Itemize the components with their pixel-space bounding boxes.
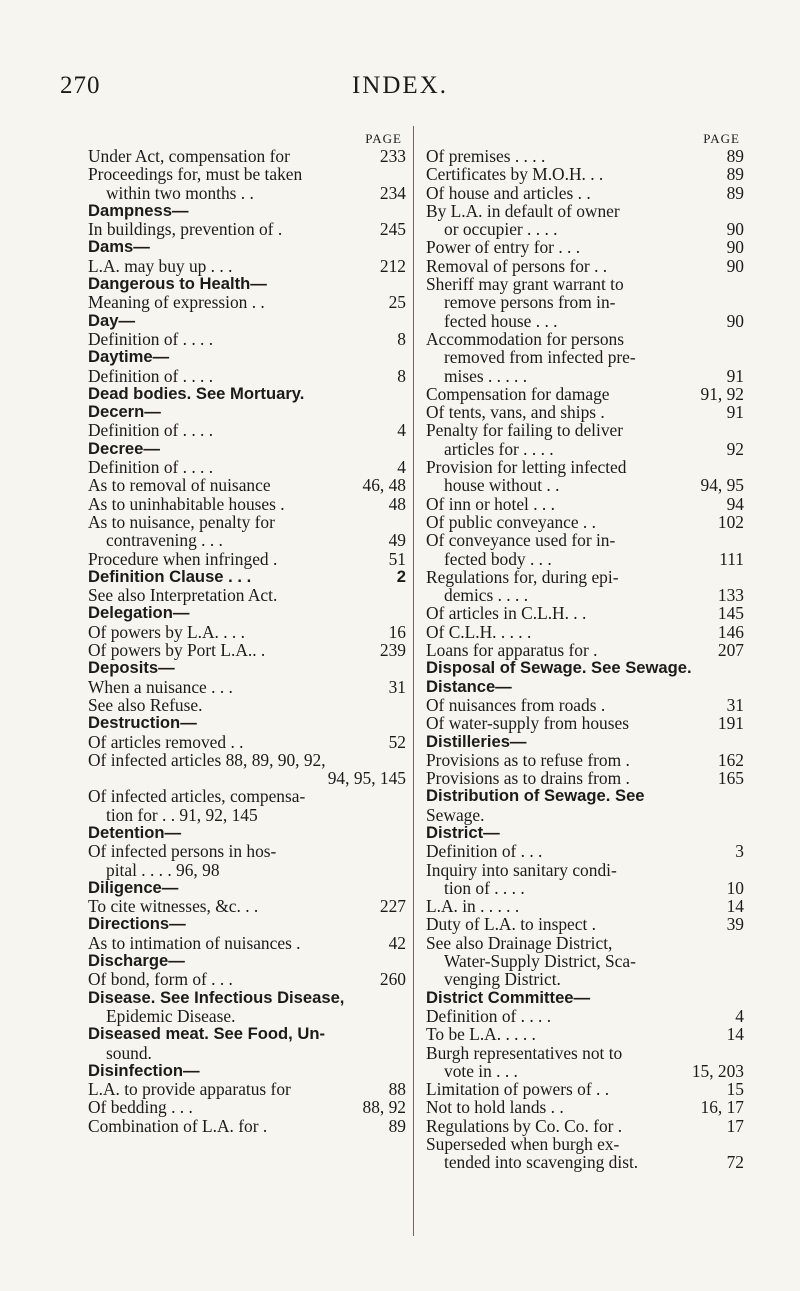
index-entry bbox=[88, 861, 406, 879]
index-heading bbox=[88, 604, 406, 622]
index-entry bbox=[426, 751, 744, 769]
entry-text: Definition Clause . . . bbox=[88, 566, 252, 586]
index-entry bbox=[88, 184, 406, 202]
index-entry bbox=[426, 513, 744, 531]
entry-page: 52 bbox=[388, 731, 406, 752]
entry-page: 39 bbox=[726, 914, 744, 935]
entry-page: 111 bbox=[719, 548, 744, 569]
index-entry bbox=[88, 1080, 406, 1098]
index-entry bbox=[426, 531, 744, 549]
index-entry bbox=[426, 568, 744, 586]
entry-text: Of infected articles 88, 89, 90, 92, bbox=[88, 749, 326, 770]
entry-text: Destruction— bbox=[88, 713, 197, 733]
entry-text: removed from infected pre- bbox=[444, 347, 636, 368]
entry-text: Definition of . . . . bbox=[426, 1005, 552, 1026]
index-entry bbox=[426, 970, 744, 988]
index-entry bbox=[88, 641, 406, 659]
index-entry bbox=[88, 220, 406, 238]
entry-text: Of infected articles, compensa- bbox=[88, 786, 306, 807]
index-entry bbox=[88, 513, 406, 531]
index-heading bbox=[88, 385, 406, 403]
index-entry bbox=[426, 184, 744, 202]
entry-page: 8 bbox=[397, 328, 406, 349]
entry-text: See also Refuse. bbox=[88, 694, 203, 715]
entry-text: Of nuisances from roads . bbox=[426, 694, 606, 715]
index-heading bbox=[426, 659, 744, 677]
index-entry bbox=[426, 440, 744, 458]
entry-text: Delegation— bbox=[88, 603, 190, 623]
entry-text: Distribution of Sewage. See bbox=[426, 786, 645, 806]
index-entry bbox=[426, 915, 744, 933]
entry-text: District Committee— bbox=[426, 987, 591, 1007]
entry-text: Disinfection— bbox=[88, 1060, 200, 1080]
entry-text: Disease. See Infectious Disease, bbox=[88, 987, 345, 1007]
entry-page: 31 bbox=[726, 694, 744, 715]
entry-page: 91, 92 bbox=[700, 383, 744, 404]
entry-text: Definition of . . . . bbox=[88, 420, 214, 441]
index-entry bbox=[426, 1044, 744, 1062]
entry-text: Of articles removed . . bbox=[88, 731, 244, 752]
entry-text: Of powers by Port L.A.. . bbox=[88, 640, 266, 661]
entry-page: 146 bbox=[717, 621, 744, 642]
index-entry bbox=[88, 495, 406, 513]
index-entry bbox=[88, 623, 406, 641]
entry-text: venging District. bbox=[444, 969, 561, 990]
index-entry bbox=[88, 970, 406, 988]
entry-text: Duty of L.A. to inspect . bbox=[426, 914, 597, 935]
page-title: INDEX. bbox=[351, 72, 448, 99]
entry-text: Decree— bbox=[88, 438, 160, 458]
entry-page: 90 bbox=[726, 255, 744, 276]
page-header bbox=[0, 72, 800, 112]
index-entry bbox=[426, 623, 744, 641]
entry-text: Dead bodies. See Mortuary. bbox=[88, 383, 305, 403]
index-heading bbox=[88, 312, 406, 330]
index-entry bbox=[426, 952, 744, 970]
index-entry bbox=[426, 330, 744, 348]
index-heading bbox=[88, 568, 406, 586]
entry-text: Meaning of expression . . bbox=[88, 292, 265, 313]
entry-page: 94 bbox=[726, 493, 744, 514]
entry-text: Compensation for damage bbox=[426, 383, 610, 404]
entry-text: Provisions as to drains from . bbox=[426, 768, 630, 789]
entry-text: Of bond, form of . . . bbox=[88, 969, 233, 990]
entry-text: tended into scavenging dist. bbox=[444, 1152, 639, 1173]
index-heading bbox=[88, 915, 406, 933]
index-entry bbox=[426, 238, 744, 256]
entry-page: 89 bbox=[726, 182, 744, 203]
entry-text: Definition of . . . . bbox=[88, 457, 214, 478]
entry-page: 191 bbox=[717, 713, 744, 734]
index-entry bbox=[426, 897, 744, 915]
index-entry bbox=[426, 220, 744, 238]
entry-text: articles for . . . . bbox=[444, 438, 554, 459]
entry-text: within two months . . bbox=[106, 182, 254, 203]
entry-text: Discharge— bbox=[88, 951, 185, 971]
entry-text: Of water-supply from houses bbox=[426, 713, 629, 734]
entry-page: 227 bbox=[379, 896, 406, 917]
entry-text: Provisions as to refuse from . bbox=[426, 749, 630, 770]
index-entry bbox=[426, 165, 744, 183]
entry-page: 14 bbox=[726, 896, 744, 917]
entry-text: fected house . . . bbox=[444, 310, 558, 331]
entry-text: As to uninhabitable houses . bbox=[88, 493, 285, 514]
entry-page: 94, 95, 145 bbox=[327, 768, 406, 789]
index-heading bbox=[426, 824, 744, 842]
entry-text: Detention— bbox=[88, 822, 182, 842]
entry-page: 42 bbox=[388, 932, 406, 953]
entry-page: 212 bbox=[379, 255, 406, 276]
entry-text: Distance— bbox=[426, 676, 512, 696]
entry-text: Regulations by Co. Co. for . bbox=[426, 1115, 623, 1136]
entry-text: Proceedings for, must be taken bbox=[88, 164, 303, 185]
index-heading bbox=[88, 989, 406, 1007]
index-entry bbox=[426, 1117, 744, 1135]
entry-page: 88, 92 bbox=[362, 1097, 406, 1118]
index-entry bbox=[88, 733, 406, 751]
entry-page: 16, 17 bbox=[700, 1097, 744, 1118]
entry-text: Superseded when burgh ex- bbox=[426, 1134, 620, 1155]
entry-text: sound. bbox=[106, 1042, 152, 1063]
index-entry bbox=[426, 769, 744, 787]
index-heading bbox=[88, 202, 406, 220]
entry-text: Loans for apparatus for . bbox=[426, 640, 598, 661]
index-heading bbox=[88, 348, 406, 366]
index-entry bbox=[88, 330, 406, 348]
entry-text: Not to hold lands . . bbox=[426, 1097, 564, 1118]
entry-page: 145 bbox=[717, 603, 744, 624]
entry-text: Of articles in C.L.H. . . bbox=[426, 603, 587, 624]
entry-page: 165 bbox=[717, 768, 744, 789]
index-entry bbox=[88, 897, 406, 915]
index-entry bbox=[426, 403, 744, 421]
left-entries bbox=[88, 147, 406, 1135]
entry-text: Diseased meat. See Food, Un- bbox=[88, 1024, 325, 1044]
entry-page: 90 bbox=[726, 219, 744, 240]
entry-text: Combination of L.A. for . bbox=[88, 1115, 268, 1136]
entry-page: 10 bbox=[726, 877, 744, 898]
entry-text: Certificates by M.O.H. . . bbox=[426, 164, 604, 185]
index-entry bbox=[426, 934, 744, 952]
entry-text: To be L.A. . . . . bbox=[426, 1024, 536, 1045]
entry-text: vote in . . . bbox=[444, 1060, 518, 1081]
index-heading bbox=[88, 238, 406, 256]
entry-page: 233 bbox=[379, 146, 406, 166]
entry-page: 51 bbox=[388, 548, 406, 569]
index-entry bbox=[88, 934, 406, 952]
entry-text: By L.A. in default of owner bbox=[426, 200, 620, 221]
index-entry bbox=[426, 385, 744, 403]
entry-text: Of house and articles . . bbox=[426, 182, 591, 203]
index-heading bbox=[88, 440, 406, 458]
entry-text: Of infected persons in hos- bbox=[88, 841, 277, 862]
entry-text: Dampness— bbox=[88, 200, 189, 220]
index-entry bbox=[88, 147, 406, 165]
index-heading bbox=[88, 403, 406, 421]
entry-text: Daytime— bbox=[88, 347, 170, 367]
index-entry bbox=[88, 476, 406, 494]
index-entry bbox=[88, 751, 406, 769]
entry-text: L.A. to provide apparatus for bbox=[88, 1079, 291, 1100]
entry-text: Of conveyance used for in- bbox=[426, 530, 616, 551]
entry-text: Inquiry into sanitary condi- bbox=[426, 859, 617, 880]
index-entry bbox=[426, 367, 744, 385]
index-entry bbox=[88, 696, 406, 714]
entry-page: 234 bbox=[379, 182, 406, 203]
entry-text: Penalty for failing to deliver bbox=[426, 420, 624, 441]
entry-text: Water-Supply District, Sca- bbox=[444, 951, 636, 972]
entry-text: contravening . . . bbox=[106, 530, 223, 551]
entry-page: 15 bbox=[726, 1079, 744, 1100]
index-entry bbox=[426, 696, 744, 714]
entry-page: 88 bbox=[388, 1079, 406, 1100]
index-entry bbox=[426, 861, 744, 879]
entry-text: District— bbox=[426, 822, 500, 842]
entry-page: 8 bbox=[397, 365, 406, 386]
entry-page: 102 bbox=[717, 511, 744, 532]
index-entry bbox=[88, 421, 406, 439]
right-entries bbox=[426, 147, 744, 1172]
index-entry bbox=[88, 1044, 406, 1062]
page-number: 270 bbox=[60, 72, 101, 99]
entry-text: Power of entry for . . . bbox=[426, 237, 581, 258]
entry-page: 3 bbox=[735, 841, 744, 862]
entry-page: 4 bbox=[735, 1005, 744, 1026]
entry-text: demics . . . . bbox=[444, 585, 529, 606]
index-entry bbox=[88, 769, 406, 787]
index-entry bbox=[426, 1080, 744, 1098]
entry-text: or occupier . . . . bbox=[444, 219, 558, 240]
entry-page: 14 bbox=[726, 1024, 744, 1045]
entry-text: house without . . bbox=[444, 475, 560, 496]
index-entry bbox=[426, 312, 744, 330]
index-entry bbox=[426, 1007, 744, 1025]
index-entry bbox=[426, 293, 744, 311]
column-divider bbox=[413, 126, 414, 1236]
entry-text: tion for . . 91, 92, 145 bbox=[106, 804, 258, 825]
entry-text: Decern— bbox=[88, 402, 161, 422]
entry-page: 46, 48 bbox=[362, 475, 406, 496]
entry-text: fected body . . . bbox=[444, 548, 552, 569]
index-entry bbox=[426, 476, 744, 494]
entry-text: Sewage. bbox=[426, 804, 485, 825]
left-column bbox=[88, 130, 406, 1135]
index-entry bbox=[426, 1062, 744, 1080]
page-column-label: PAGE bbox=[365, 131, 402, 146]
entry-page: 89 bbox=[726, 146, 744, 166]
entry-page: 4 bbox=[397, 420, 406, 441]
entry-text: Definition of . . . . bbox=[88, 328, 214, 349]
entry-text: Provision for letting infected bbox=[426, 457, 627, 478]
entry-page: 91 bbox=[726, 402, 744, 423]
index-entry bbox=[426, 550, 744, 568]
entry-page: 162 bbox=[717, 749, 744, 770]
entry-page: 49 bbox=[388, 530, 406, 551]
entry-text: Of inn or hotel . . . bbox=[426, 493, 555, 514]
entry-page: 91 bbox=[726, 365, 744, 386]
entry-text: Of tents, vans, and ships . bbox=[426, 402, 605, 423]
index-entry bbox=[426, 806, 744, 824]
entry-page: 90 bbox=[726, 237, 744, 258]
entry-text: See also Drainage District, bbox=[426, 932, 613, 953]
entry-text: Of powers by L.A. . . . bbox=[88, 621, 245, 642]
index-entry bbox=[426, 202, 744, 220]
entry-text: remove persons from in- bbox=[444, 292, 616, 313]
index-entry bbox=[88, 586, 406, 604]
entry-text: Burgh representatives not to bbox=[426, 1042, 623, 1063]
entry-text: Of premises . . . . bbox=[426, 146, 546, 166]
entry-page: 25 bbox=[388, 292, 406, 313]
index-entry bbox=[88, 787, 406, 805]
index-entry bbox=[426, 604, 744, 622]
entry-page: 94, 95 bbox=[700, 475, 744, 496]
entry-text: pital . . . . 96, 98 bbox=[106, 859, 220, 880]
entry-text: Diligence— bbox=[88, 877, 179, 897]
entry-page: 2 bbox=[396, 566, 406, 586]
entry-text: As to nuisance, penalty for bbox=[88, 511, 275, 532]
index-entry bbox=[88, 1098, 406, 1116]
entry-text: Directions— bbox=[88, 914, 186, 934]
entry-page: 31 bbox=[388, 676, 406, 697]
index-entry bbox=[426, 421, 744, 439]
index-entry bbox=[426, 495, 744, 513]
index-heading bbox=[426, 989, 744, 1007]
index-entry bbox=[426, 458, 744, 476]
entry-page: 260 bbox=[379, 969, 406, 990]
entry-page: 48 bbox=[388, 493, 406, 514]
entry-text: To cite witnesses, &c. . . bbox=[88, 896, 259, 917]
page-column-label: PAGE bbox=[703, 131, 740, 146]
index-heading bbox=[88, 275, 406, 293]
index-heading bbox=[88, 824, 406, 842]
entry-page: 17 bbox=[726, 1115, 744, 1136]
index-heading bbox=[88, 952, 406, 970]
entry-text: Sheriff may grant warrant to bbox=[426, 274, 624, 295]
entry-page: 90 bbox=[726, 310, 744, 331]
index-heading bbox=[88, 659, 406, 677]
index-heading bbox=[426, 678, 744, 696]
index-entry bbox=[88, 678, 406, 696]
entry-text: Procedure when infringed . bbox=[88, 548, 278, 569]
entry-text: Regulations for, during epi- bbox=[426, 566, 619, 587]
entry-text: L.A. may buy up . . . bbox=[88, 255, 233, 276]
entry-text: Day— bbox=[88, 310, 136, 330]
entry-text: Under Act, compensation for bbox=[88, 146, 290, 166]
index-entry bbox=[88, 257, 406, 275]
index-entry bbox=[88, 165, 406, 183]
entry-page: 207 bbox=[717, 640, 744, 661]
index-entry bbox=[426, 586, 744, 604]
index-heading bbox=[88, 1025, 406, 1043]
index-heading bbox=[88, 1062, 406, 1080]
index-entry bbox=[88, 367, 406, 385]
entry-text: Dangerous to Health— bbox=[88, 274, 267, 294]
index-entry bbox=[88, 293, 406, 311]
entry-page: 4 bbox=[397, 457, 406, 478]
entry-page: 133 bbox=[717, 585, 744, 606]
index-entry bbox=[88, 458, 406, 476]
index-heading bbox=[88, 714, 406, 732]
entry-page: 89 bbox=[388, 1115, 406, 1136]
index-entry bbox=[88, 1007, 406, 1025]
entry-text: tion of . . . . bbox=[444, 877, 525, 898]
index-entry bbox=[426, 1153, 744, 1171]
entry-text: Epidemic Disease. bbox=[106, 1005, 236, 1026]
entry-page: 16 bbox=[388, 621, 406, 642]
entry-page: 72 bbox=[726, 1152, 744, 1173]
entry-text: mises . . . . . bbox=[444, 365, 528, 386]
entry-page: 245 bbox=[379, 219, 406, 240]
entry-text: Removal of persons for . . bbox=[426, 255, 608, 276]
index-entry bbox=[88, 806, 406, 824]
index-entry bbox=[426, 275, 744, 293]
entry-text: Disposal of Sewage. See Sewage. bbox=[426, 658, 692, 678]
entry-text: In buildings, prevention of . bbox=[88, 219, 283, 240]
entry-text: Dams— bbox=[88, 237, 150, 257]
entry-text: Of public conveyance . . bbox=[426, 511, 596, 532]
entry-text: Of C.L.H. . . . . bbox=[426, 621, 532, 642]
index-entry bbox=[426, 1025, 744, 1043]
entry-text: Definition of . . . bbox=[426, 841, 543, 862]
entry-text: As to removal of nuisance bbox=[88, 475, 271, 496]
index-entry bbox=[426, 879, 744, 897]
entry-text: See also Interpretation Act. bbox=[88, 585, 278, 606]
index-heading bbox=[426, 787, 744, 805]
index-entry bbox=[426, 641, 744, 659]
entry-text: When a nuisance . . . bbox=[88, 676, 233, 697]
entry-text: As to intimation of nuisances . bbox=[88, 932, 301, 953]
entry-text: Deposits— bbox=[88, 658, 175, 678]
index-entry bbox=[88, 550, 406, 568]
index-entry bbox=[88, 531, 406, 549]
right-column bbox=[426, 130, 744, 1172]
index-entry bbox=[426, 348, 744, 366]
index-entry bbox=[426, 147, 744, 165]
index-entry bbox=[88, 842, 406, 860]
entry-page: 92 bbox=[726, 438, 744, 459]
index-entry bbox=[426, 1098, 744, 1116]
entry-page: 15, 203 bbox=[691, 1060, 744, 1081]
index-entry bbox=[426, 714, 744, 732]
index-entry bbox=[88, 1117, 406, 1135]
index-entry bbox=[426, 842, 744, 860]
entry-page: 89 bbox=[726, 164, 744, 185]
entry-page: 239 bbox=[379, 640, 406, 661]
entry-text: Of bedding . . . bbox=[88, 1097, 193, 1118]
index-entry bbox=[426, 1135, 744, 1153]
entry-text: Limitation of powers of . . bbox=[426, 1079, 610, 1100]
entry-text: Definition of . . . . bbox=[88, 365, 214, 386]
entry-text: Accommodation for persons bbox=[426, 328, 625, 349]
entry-text: Distilleries— bbox=[426, 731, 527, 751]
index-heading bbox=[426, 733, 744, 751]
index-entry bbox=[426, 257, 744, 275]
index-heading bbox=[88, 879, 406, 897]
entry-text: L.A. in . . . . . bbox=[426, 896, 520, 917]
